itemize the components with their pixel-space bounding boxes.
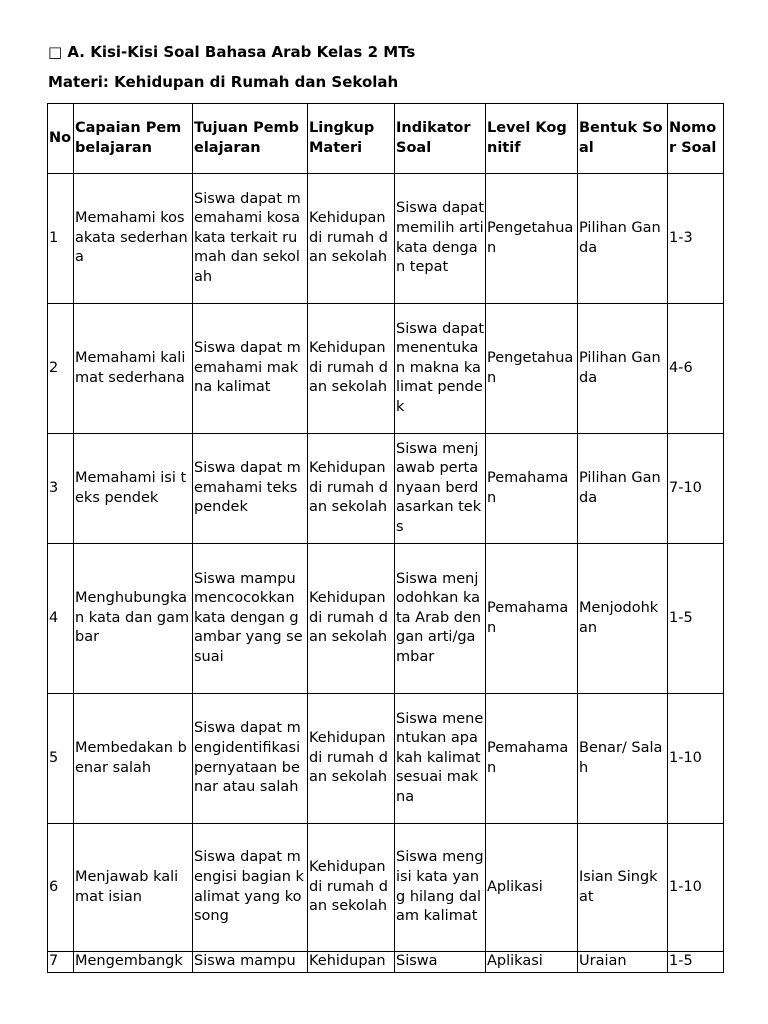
cell-capaian: Menghubungkan kata dan gambar xyxy=(74,544,193,694)
cell-no: 4 xyxy=(48,544,74,694)
kisi-kisi-table xyxy=(47,103,724,973)
cell-no: 6 xyxy=(48,824,74,952)
cell-capaian: Memahami kosakata sederhana xyxy=(74,174,193,304)
header-nomor-soal: Nomor Soal xyxy=(668,104,724,174)
cell-level: Pemahaman xyxy=(486,434,578,544)
cell-bentuk: Pilihan Ganda xyxy=(578,304,668,434)
cell-nomor: 1-10 xyxy=(668,694,724,824)
header-bentuk-soal: Bentuk Soal xyxy=(578,104,668,174)
cell-bentuk: Pilihan Ganda xyxy=(578,174,668,304)
cell-capaian: Memahami isi teks pendek xyxy=(74,434,193,544)
header-indikator-soal: Indikator Soal xyxy=(395,104,486,174)
cell-tujuan: Siswa dapat memahami teks pendek xyxy=(193,434,308,544)
cell-tujuan: Siswa mampu mencocokkan kata dengan gambar yang sesuai xyxy=(193,544,308,694)
cell-level: Pengetahuan xyxy=(486,174,578,304)
cell-level: Aplikasi xyxy=(486,952,578,973)
document-subtitle: Materi: Kehidupan di Rumah dan Sekolah xyxy=(48,73,399,91)
cell-indikator: Siswa menjawab pertanyaan berdasarkan teks xyxy=(395,434,486,544)
cell-tujuan: Siswa dapat mengisi bagian kalimat yang kosong xyxy=(193,824,308,952)
cell-lingkup: Kehidupan di rumah dan sekolah xyxy=(308,824,395,952)
cell-no: 3 xyxy=(48,434,74,544)
cell-no: 7 xyxy=(48,952,74,973)
cell-capaian: Membedakan benar salah xyxy=(74,694,193,824)
table-row xyxy=(48,824,724,952)
cell-capaian: Mengembangk xyxy=(74,952,193,973)
cell-indikator: Siswa menentukan apakah kalimat sesuai makna xyxy=(395,694,486,824)
table-header-row xyxy=(48,104,724,174)
cell-no: 1 xyxy=(48,174,74,304)
cell-tujuan: Siswa dapat mengidentifikasi pernyataan benar atau salah xyxy=(193,694,308,824)
cell-no: 5 xyxy=(48,694,74,824)
header-capaian-pembelajaran: Capaian Pembelajaran xyxy=(74,104,193,174)
cell-bentuk: Benar/ Salah xyxy=(578,694,668,824)
cell-lingkup: Kehidupan di rumah dan sekolah xyxy=(308,174,395,304)
cell-level: Aplikasi xyxy=(486,824,578,952)
cell-tujuan: Siswa dapat memahami makna kalimat xyxy=(193,304,308,434)
cell-lingkup: Kehidupan di rumah dan sekolah xyxy=(308,434,395,544)
header-no: No xyxy=(48,104,74,174)
cell-bentuk: Menjodohkan xyxy=(578,544,668,694)
cell-tujuan: Siswa dapat memahami kosa kata terkait rumah dan sekolah xyxy=(193,174,308,304)
header-lingkup-materi: Lingkup Materi xyxy=(308,104,395,174)
cell-nomor: 1-5 xyxy=(668,544,724,694)
cell-tujuan: Siswa mampu xyxy=(193,952,308,973)
cell-indikator: Siswa dapat menentukan makna kalimat pendek xyxy=(395,304,486,434)
cell-nomor: 7-10 xyxy=(668,434,724,544)
cell-lingkup: Kehidupan di rumah dan sekolah xyxy=(308,544,395,694)
table-row xyxy=(48,544,724,694)
cell-indikator: Siswa mengisi kata yang hilang dalam kalimat xyxy=(395,824,486,952)
document-title: □ A. Kisi-Kisi Soal Bahasa Arab Kelas 2 MTs xyxy=(48,43,416,61)
header-level-kognitif: Level Kognitif xyxy=(486,104,578,174)
cell-no: 2 xyxy=(48,304,74,434)
cell-lingkup: Kehidupan di rumah dan sekolah xyxy=(308,304,395,434)
cell-indikator: Siswa dapat memilih arti kata dengan tepat xyxy=(395,174,486,304)
cell-capaian: Memahami kalimat sederhana xyxy=(74,304,193,434)
cell-indikator: Siswa menjodohkan kata Arab dengan arti/gambar xyxy=(395,544,486,694)
cell-level: Pemahaman xyxy=(486,694,578,824)
cell-capaian: Menjawab kalimat isian xyxy=(74,824,193,952)
cell-bentuk: Isian Singkat xyxy=(578,824,668,952)
cell-nomor: 1-5 xyxy=(668,952,724,973)
cell-bentuk: Uraian xyxy=(578,952,668,973)
table-row xyxy=(48,952,724,973)
cell-bentuk: Pilihan Ganda xyxy=(578,434,668,544)
cell-nomor: 4-6 xyxy=(668,304,724,434)
table-row xyxy=(48,304,724,434)
table-row xyxy=(48,694,724,824)
cell-nomor: 1-3 xyxy=(668,174,724,304)
table-row xyxy=(48,434,724,544)
cell-level: Pengetahuan xyxy=(486,304,578,434)
header-tujuan-pembelajaran: Tujuan Pembelajaran xyxy=(193,104,308,174)
cell-indikator: Siswa xyxy=(395,952,486,973)
cell-level: Pemahaman xyxy=(486,544,578,694)
table-row xyxy=(48,174,724,304)
cell-nomor: 1-10 xyxy=(668,824,724,952)
cell-lingkup: Kehidupan di rumah dan sekolah xyxy=(308,694,395,824)
cell-lingkup: Kehidupan xyxy=(308,952,395,973)
